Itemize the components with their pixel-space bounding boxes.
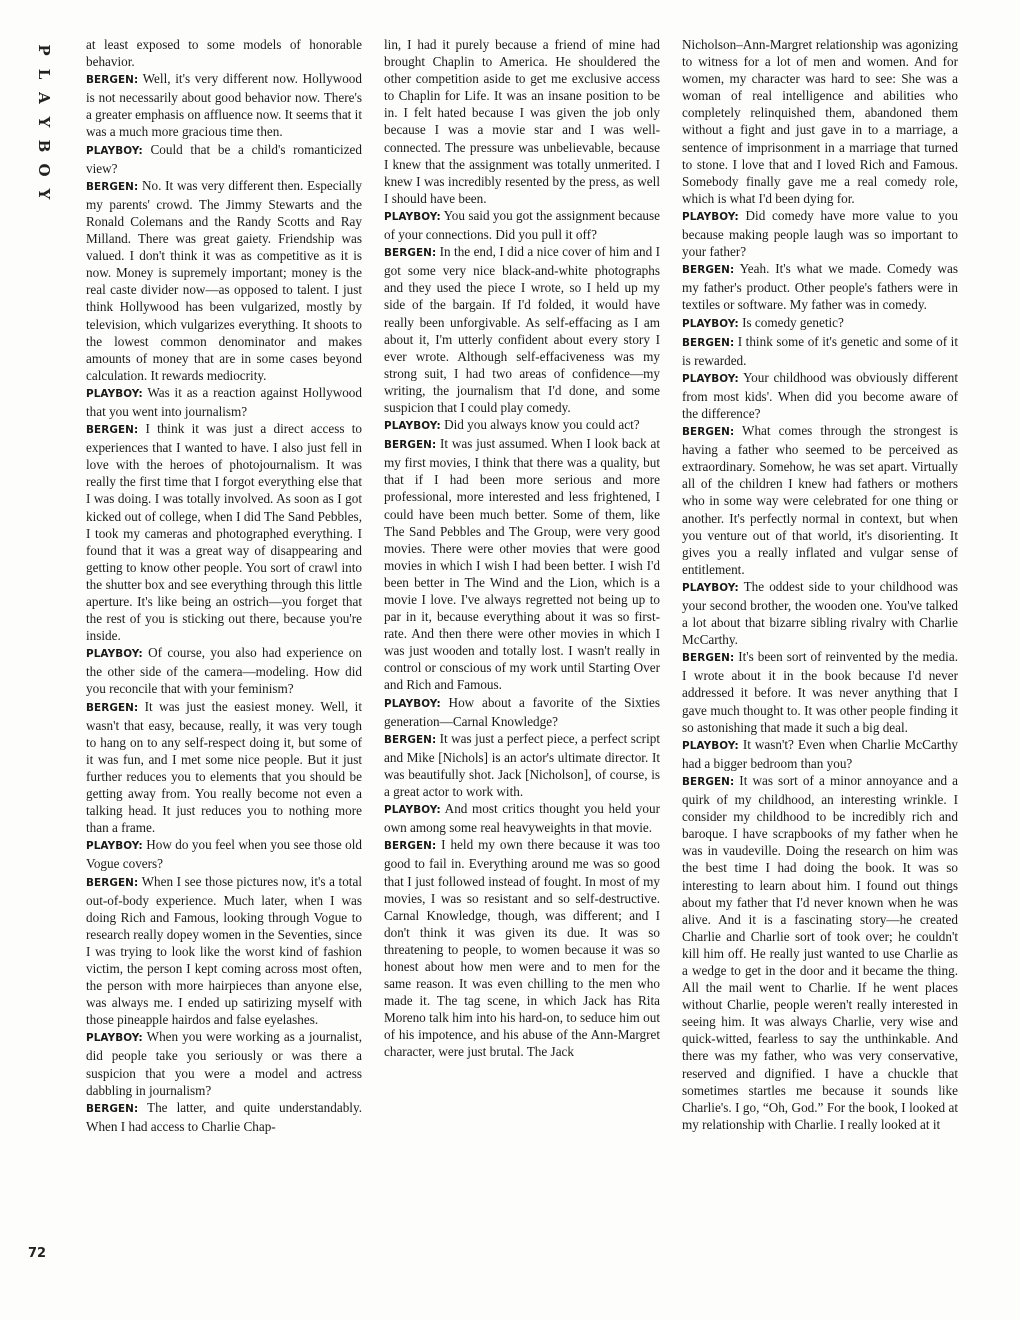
speaker-label: PLAYBOY: [86, 648, 143, 661]
paragraph-text: It was sort of a minor annoyance and a quirk of my childhood, an interesting wrinkle. I consider my childhood to be incredibly rich and baroque. I have scrapbooks of my father when he was in vaudeville. Doing the research on him was the best time I had doing the book. It was so interesting to learn about him. I found out things about my father that I'd never known when he was alive. And it is a fascinating story—he created Charlie and Charlie sort of took over; he couldn't kill him off. He really just wanted to use Charlie as a wedge to get in the door and it became the thing. All the mail went to Charlie. If he went places without Charlie, people weren't really interested in seeing him. It was always Charlie, very wise and quick-witted, fearless to say the unthinkable. And there was my father, who was very conservative, reserved and dignified. I have a chuckle that sometimes startles me because it sounds like Charlie's. I go, “Oh, God.” For the book, I looked at my relationship with Charlie. I really looked at it [682, 772, 958, 1132]
interview-paragraph [86, 70, 362, 140]
paragraph-text: No. It was very different then. Especially my parents' crowd. The Jimmy Stewarts and the Ronald Colemans and the Randy Scotts and Ray Milland. There was great gaiety. Friendship was valued. I don't think it was as competitive as it is now. Money is supremely important; money is the real caste divider now—as opposed to talent. I just think Hollywood has been vulgarized, mostly by television, which vulgarizes everything. It shoots to the lowest common denominator and makes amounts of money that are in some cases beyond calculation. It rewards mediocrity. [86, 177, 363, 383]
paragraph-text: How do you feel when you see those old Vogue covers? [86, 837, 363, 872]
speaker-label: BERGEN: [86, 1102, 139, 1115]
interview-paragraph [682, 648, 958, 735]
paragraph-text: It was just assumed. When I look back at my first movies, I think that there was a quality, but that if I had been more serious and more professional, more interested and less frightened, I could have been much better. Some of them, like The Sand Pebbles and The Group, were very good movies. There were other movies that were good movies in which I wish I had been better. I wish I'd been better in The Wind and the Lion, which is a movie I love. I've always regretted not being up to par in it, because everything about it was so first-rate. And then there were other movies in which I was just wooden and totally lost. I wasn't really in control or conscious of my work until Starting Over and Rich and Famous. [384, 436, 661, 693]
logo-letter: L [35, 68, 53, 80]
text-column-3 [682, 36, 958, 1133]
paragraph-text: What comes through the strongest is having a father who seemed to be perceived as extraordinary. Somehow, he was set apart. Virtually all of the children I knew had fathers or mothers who in some way were celebrated for one thing or another. It's perfectly normal in context, but when you venture out of that world, it's disorienting. It gives you a really inflated and vulgar sense of entitlement. [682, 423, 959, 577]
speaker-label: PLAYBOY: [86, 1032, 143, 1045]
speaker-label: BERGEN: [86, 876, 139, 889]
paragraph-text: Is comedy genetic? [742, 314, 844, 330]
speaker-label: BERGEN: [384, 840, 437, 853]
speaker-label: PLAYBOY: [384, 697, 441, 710]
paragraph-text: Of course, you also had experience on the other side of the camera—modeling. How did you reconcile that with your feminism? [86, 645, 362, 697]
interview-paragraph [682, 369, 958, 422]
interview-paragraph [86, 384, 362, 420]
paragraph-text: And most critics thought you held your own among some real heavyweights in that movie. [384, 801, 660, 836]
interview-paragraph [86, 1099, 362, 1135]
interview-paragraph [682, 422, 958, 578]
speaker-label: BERGEN: [86, 74, 139, 87]
interview-paragraph [86, 873, 362, 1029]
text-column-1 [86, 36, 362, 1135]
logo-letter: Y [35, 116, 53, 128]
interview-paragraph [86, 36, 362, 70]
speaker-label: PLAYBOY: [86, 144, 143, 157]
paragraph-text: lin, I had it purely because a friend of mine had brought Chaplin to America. He shouldered the other competition aside to get me exclusive access to Chaplin for Life. It was an insane position to be in. I felt hated because I was given the job only because I was a movie star and I was well-connected. The pressure was unbelievable, because I knew that the assignment was totally unmerited. I knew I was incredibly resented by the press, as well I should have been. [384, 37, 660, 206]
paragraph-text: It wasn't? Even when Charlie McCarthy had a bigger bedroom than you? [682, 736, 959, 771]
interview-paragraph [86, 644, 362, 697]
interview-paragraph [682, 772, 958, 1133]
speaker-label: PLAYBOY: [86, 840, 143, 853]
speaker-label: PLAYBOY: [384, 420, 441, 433]
playboy-logo [30, 38, 58, 206]
speaker-label: BERGEN: [384, 733, 437, 746]
paragraph-text: It was just the easiest money. Well, it wasn't that easy, because, really, it was very tough to hang on to any self-respect doing it, but some of it was fun, and I met some nice people. But it just further reduces you to elements that you should be getting away from. You really become not even a talking head. It just reduces you to nothing more than a frame. [86, 698, 362, 836]
interview-paragraph [86, 698, 362, 837]
interview-paragraph [384, 36, 660, 207]
interview-paragraph [384, 416, 660, 435]
interview-paragraph [86, 177, 362, 384]
interview-paragraph [384, 435, 660, 693]
speaker-label: BERGEN: [682, 426, 735, 439]
interview-paragraph [682, 260, 958, 313]
interview-paragraph [86, 141, 362, 177]
speaker-label: BERGEN: [86, 701, 139, 714]
logo-letter: P [35, 44, 53, 56]
paragraph-text: In the end, I did a nice cover of him and I got some very nice black-and-white photographs and they used the piece I wrote, so I held up my side of the bargain. If I'd folded, it would have really been unforgivable. As self-effacing as I am about it, I'm utterly confident about every story I ever wrote. Although self-effaciveness was my strong suit, I had two areas of confidence—my writing, the journalism that I'd done, and some suspicion that I could play comedy. [384, 244, 661, 415]
interview-paragraph [384, 694, 660, 730]
paragraph-text: The oddest side to your childhood was your second brother, the wooden one. You've talked a lot about that bizarre sibling rivalry with Charlie McCarthy. [682, 578, 959, 648]
speaker-label: BERGEN: [682, 775, 735, 788]
speaker-label: BERGEN: [682, 652, 735, 665]
interview-paragraph [384, 243, 660, 416]
logo-letter: O [35, 163, 53, 177]
interview-paragraph [384, 836, 660, 1060]
speaker-label: PLAYBOY: [384, 804, 441, 817]
paragraph-text: Did you always know you could act? [444, 417, 640, 433]
paragraph-text: I think it was just a direct access to experiences that I wanted to have. I also just fell in love with the heroes of photojournalism. It was really the first time that I forgot everything else that I was doing. I was totally involved. As soon as I got kicked out of college, when I did The Sand Pebbles, I took my cameras and photographed everything. I found that it was a great way of disappearing and getting to know other people. You sort of crawl into the shutter box and see everything through this little aperture. It's like being an ostrich—you forget that the rest of you is sticking out there, because you're inside. [86, 421, 363, 644]
paragraph-text: Well, it's very different now. Hollywood is not necessarily about good behavior now. There's a greater emphasis on affluence now. It seems that it was a much more gracious time then. [86, 71, 362, 140]
interview-paragraph [682, 736, 958, 772]
speaker-label: BERGEN: [682, 264, 735, 277]
text-column-2 [384, 36, 660, 1061]
interview-paragraph [682, 314, 958, 333]
speaker-label: PLAYBOY: [682, 739, 739, 752]
logo-letter: A [35, 92, 53, 104]
paragraph-text: It's been sort of reinvented by the media. I wrote about it in the book because I'd never addressed it before. It was never anything that I gave much thought to. It was other people finding it so astonishing that made it such a big deal. [682, 649, 958, 735]
speaker-label: BERGEN: [86, 424, 139, 437]
speaker-label: PLAYBOY: [682, 210, 739, 223]
paragraph-text: When I see those pictures now, it's a total out-of-body experience. Much later, when I was doing Rich and Famous, looking through Vogue to research really dopey women in the Seventies, since I was trying to look like the worst kind of fashion victim, the person I kept coming across most often, the person with more hairpieces than anyone else, was always me. I ended up satirizing myself with those pineapple hairdos and false eyelashes. [86, 873, 362, 1028]
paragraph-text: It was just a perfect piece, a perfect script and Mike [Nichols] is an actor's ultimate director. It was beautifully shot. Jack [Nicholson], of course, is a great actor to work with. [384, 730, 660, 800]
speaker-label: BERGEN: [86, 180, 139, 193]
paragraph-text: Did comedy have more value to you because making people laugh was so important to your father? [682, 207, 958, 260]
paragraph-text: When you were working as a journalist, did people take you seriously or was there a suspicion that you were a model and actress dabbling in journalism? [86, 1029, 362, 1098]
logo-letter: B [35, 139, 53, 153]
logo-letter: Y [35, 188, 53, 200]
interview-paragraph [682, 578, 958, 648]
paragraph-text: The latter, and quite understandably. When I had access to Charlie Chap- [86, 1099, 362, 1134]
interview-paragraph [86, 836, 362, 872]
paragraph-text: Could that be a child's romanticized view? [86, 141, 362, 176]
page-number: 72 [28, 1246, 47, 1261]
interview-paragraph [384, 207, 660, 243]
speaker-label: PLAYBOY: [682, 581, 739, 594]
paragraph-text: You said you got the assignment because of your connections. Did you pull it off? [384, 207, 660, 243]
speaker-label: BERGEN: [682, 336, 735, 349]
paragraph-text: Your childhood was obviously different from most kids'. When did you become aware of the difference? [682, 369, 958, 421]
paragraph-text: Was it as a reaction against Hollywood that you went into journalism? [86, 384, 362, 419]
speaker-label: BERGEN: [384, 247, 437, 260]
speaker-label: BERGEN: [384, 439, 437, 452]
speaker-label: PLAYBOY: [384, 210, 441, 223]
interview-paragraph [384, 730, 660, 800]
interview-paragraph [682, 207, 958, 260]
paragraph-text: Nicholson–Ann-Margret relationship was agonizing to witness for a lot of men and women. And for women, my character was hard to see: She was a woman of real intelligence and abilities who completely relinquished them, abandoned them without a fight and just gave in to a marriage, a sentence of imprisonment in a marriage that turned to stone. I love that and I loved Rich and Famous. Somebody finally gave me a real comedy role, which is what I'd been dying for. [682, 37, 958, 206]
interview-paragraph [86, 420, 362, 644]
speaker-label: PLAYBOY: [682, 317, 739, 330]
interview-paragraph [86, 1028, 362, 1098]
interview-paragraph [384, 800, 660, 836]
paragraph-text: I think some of it's genetic and some of it is rewarded. [682, 333, 958, 368]
paragraph-text: I held my own there because it was too good to fail in. Everything around me was so good that I just followed instead of fought. In most of my movies, I was so resistant and so self-destructive. Carnal Knowledge, though, was different; and I don't think it was given its due. It was so threatening to people, to women because it was so honest about how men were and to men for the same reason. It was even chilling to the men who made it. The tag scene, in which Jack has Rita Moreno talk him into his hard-on, to seduce him out of his impotence, and his abuse of the Ann-Margret character, were just brutal. The Jack [384, 837, 661, 1060]
interview-paragraph [682, 333, 958, 369]
paragraph-text: at least exposed to some models of honorable behavior. [86, 37, 362, 70]
speaker-label: PLAYBOY: [682, 372, 739, 385]
paragraph-text: How about a favorite of the Sixties generation—Carnal Knowledge? [384, 694, 660, 729]
paragraph-text: Yeah. It's what we made. Comedy was my father's product. Other people's fathers were in textiles or software. My father was in comedy. [682, 261, 958, 313]
speaker-label: PLAYBOY: [86, 387, 143, 400]
interview-paragraph [682, 36, 958, 207]
